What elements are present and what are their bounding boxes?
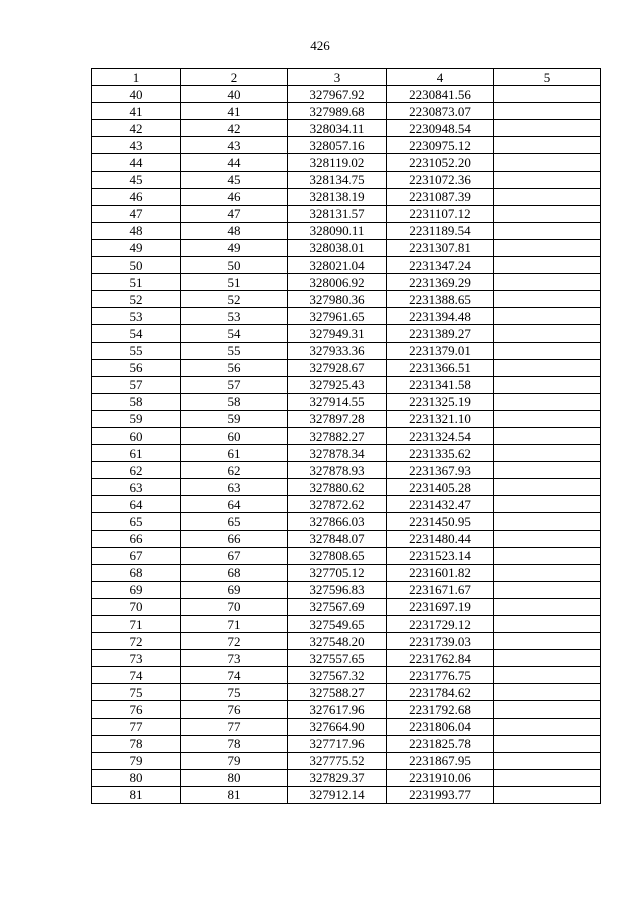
table-cell: 2231432.47 bbox=[387, 496, 494, 513]
table-cell: 67 bbox=[181, 547, 288, 564]
table-cell bbox=[494, 359, 601, 376]
table-cell bbox=[494, 581, 601, 598]
table-cell: 327980.36 bbox=[288, 291, 387, 308]
table-cell: 2231776.75 bbox=[387, 667, 494, 684]
table-cell: 62 bbox=[92, 462, 181, 479]
table-cell bbox=[494, 701, 601, 718]
table-cell: 327549.65 bbox=[288, 616, 387, 633]
table-cell: 78 bbox=[92, 735, 181, 752]
table-cell: 2231523.14 bbox=[387, 547, 494, 564]
table-cell: 41 bbox=[92, 103, 181, 120]
table-cell: 58 bbox=[92, 393, 181, 410]
table-row bbox=[92, 547, 601, 564]
table-cell bbox=[494, 752, 601, 769]
table-row bbox=[92, 239, 601, 256]
table-cell: 65 bbox=[92, 513, 181, 530]
table-row bbox=[92, 410, 601, 427]
column-header: 5 bbox=[494, 69, 601, 86]
table-cell bbox=[494, 274, 601, 291]
table-cell: 74 bbox=[92, 667, 181, 684]
table-header-row bbox=[92, 69, 601, 86]
table-row bbox=[92, 752, 601, 769]
table-cell bbox=[494, 137, 601, 154]
table-cell: 2231367.93 bbox=[387, 462, 494, 479]
table-cell: 328057.16 bbox=[288, 137, 387, 154]
table-cell bbox=[494, 308, 601, 325]
table-cell bbox=[494, 103, 601, 120]
table-row bbox=[92, 479, 601, 496]
table-cell: 327567.32 bbox=[288, 667, 387, 684]
table-cell: 65 bbox=[181, 513, 288, 530]
table-row bbox=[92, 684, 601, 701]
table-cell bbox=[494, 257, 601, 274]
table-row bbox=[92, 786, 601, 803]
table-cell: 66 bbox=[181, 530, 288, 547]
table-cell: 55 bbox=[92, 342, 181, 359]
table-cell: 50 bbox=[92, 257, 181, 274]
column-header: 4 bbox=[387, 69, 494, 86]
table-cell: 42 bbox=[92, 120, 181, 137]
table-row bbox=[92, 462, 601, 479]
table-row bbox=[92, 274, 601, 291]
table-cell: 72 bbox=[92, 633, 181, 650]
table-cell: 48 bbox=[181, 222, 288, 239]
table-cell: 2231341.58 bbox=[387, 376, 494, 393]
table-cell: 63 bbox=[92, 479, 181, 496]
table-row bbox=[92, 120, 601, 137]
table-cell: 328021.04 bbox=[288, 257, 387, 274]
table-cell: 60 bbox=[181, 427, 288, 444]
table-cell: 50 bbox=[181, 257, 288, 274]
table-cell: 44 bbox=[92, 154, 181, 171]
table-cell: 51 bbox=[181, 274, 288, 291]
table-cell: 43 bbox=[181, 137, 288, 154]
table-cell: 46 bbox=[92, 188, 181, 205]
table-cell: 2231729.12 bbox=[387, 616, 494, 633]
table-cell: 61 bbox=[181, 445, 288, 462]
table-cell bbox=[494, 479, 601, 496]
table-cell: 2231910.06 bbox=[387, 769, 494, 786]
table-cell: 2231324.54 bbox=[387, 427, 494, 444]
table-cell: 67 bbox=[92, 547, 181, 564]
table-cell: 44 bbox=[181, 154, 288, 171]
table-cell bbox=[494, 376, 601, 393]
table-row bbox=[92, 291, 601, 308]
table-cell: 328131.57 bbox=[288, 205, 387, 222]
table-cell: 53 bbox=[92, 308, 181, 325]
table-cell: 327567.69 bbox=[288, 598, 387, 615]
table-cell: 62 bbox=[181, 462, 288, 479]
table-cell bbox=[494, 427, 601, 444]
table-cell: 2230948.54 bbox=[387, 120, 494, 137]
table-row bbox=[92, 171, 601, 188]
table-cell: 47 bbox=[92, 205, 181, 222]
column-header: 2 bbox=[181, 69, 288, 86]
table-row bbox=[92, 137, 601, 154]
table-cell: 49 bbox=[181, 239, 288, 256]
table-row bbox=[92, 342, 601, 359]
table-cell: 54 bbox=[181, 325, 288, 342]
table-cell: 56 bbox=[92, 359, 181, 376]
table-cell bbox=[494, 393, 601, 410]
table-cell bbox=[494, 684, 601, 701]
table-cell bbox=[494, 650, 601, 667]
table-cell: 64 bbox=[92, 496, 181, 513]
table-cell: 40 bbox=[181, 86, 288, 103]
table-cell: 328006.92 bbox=[288, 274, 387, 291]
table-cell: 81 bbox=[92, 786, 181, 803]
table-row bbox=[92, 769, 601, 786]
table-cell bbox=[494, 616, 601, 633]
table-row bbox=[92, 581, 601, 598]
table-row bbox=[92, 86, 601, 103]
table-cell: 46 bbox=[181, 188, 288, 205]
table-cell: 72 bbox=[181, 633, 288, 650]
table-cell: 43 bbox=[92, 137, 181, 154]
table-cell: 2231379.01 bbox=[387, 342, 494, 359]
table-cell: 42 bbox=[181, 120, 288, 137]
table-cell: 2231762.84 bbox=[387, 650, 494, 667]
table-cell: 77 bbox=[92, 718, 181, 735]
table-cell: 52 bbox=[92, 291, 181, 308]
table-row bbox=[92, 393, 601, 410]
table-cell: 327705.12 bbox=[288, 564, 387, 581]
table-row bbox=[92, 308, 601, 325]
table-cell: 328090.11 bbox=[288, 222, 387, 239]
table-cell: 73 bbox=[92, 650, 181, 667]
table-cell bbox=[494, 564, 601, 581]
table-cell: 327882.27 bbox=[288, 427, 387, 444]
table-cell: 80 bbox=[92, 769, 181, 786]
table-cell: 2231366.51 bbox=[387, 359, 494, 376]
table-cell: 327878.93 bbox=[288, 462, 387, 479]
table-cell bbox=[494, 154, 601, 171]
table-cell: 327588.27 bbox=[288, 684, 387, 701]
table-row bbox=[92, 616, 601, 633]
table-cell: 49 bbox=[92, 239, 181, 256]
table-cell: 2231325.19 bbox=[387, 393, 494, 410]
table-cell: 2231189.54 bbox=[387, 222, 494, 239]
table-cell: 57 bbox=[92, 376, 181, 393]
table-row bbox=[92, 667, 601, 684]
table-cell bbox=[494, 633, 601, 650]
table-cell: 327925.43 bbox=[288, 376, 387, 393]
table-cell: 71 bbox=[92, 616, 181, 633]
table-cell: 2231480.44 bbox=[387, 530, 494, 547]
table-cell bbox=[494, 496, 601, 513]
table-cell: 327848.07 bbox=[288, 530, 387, 547]
table-cell: 327961.65 bbox=[288, 308, 387, 325]
table-cell: 68 bbox=[181, 564, 288, 581]
table-cell bbox=[494, 547, 601, 564]
table-cell: 60 bbox=[92, 427, 181, 444]
table-cell: 53 bbox=[181, 308, 288, 325]
table-cell: 2231671.67 bbox=[387, 581, 494, 598]
table-cell: 40 bbox=[92, 86, 181, 103]
table-cell: 327872.62 bbox=[288, 496, 387, 513]
table-cell: 2231405.28 bbox=[387, 479, 494, 496]
table-cell: 327949.31 bbox=[288, 325, 387, 342]
table-cell: 2231394.48 bbox=[387, 308, 494, 325]
table-row bbox=[92, 222, 601, 239]
table-cell: 327775.52 bbox=[288, 752, 387, 769]
table-cell: 327897.28 bbox=[288, 410, 387, 427]
table-cell: 79 bbox=[181, 752, 288, 769]
table-cell: 61 bbox=[92, 445, 181, 462]
table-row bbox=[92, 359, 601, 376]
table-cell bbox=[494, 786, 601, 803]
table-cell bbox=[494, 769, 601, 786]
table-cell: 69 bbox=[181, 581, 288, 598]
table-cell: 64 bbox=[181, 496, 288, 513]
table-cell: 2230841.56 bbox=[387, 86, 494, 103]
table-cell: 55 bbox=[181, 342, 288, 359]
table-cell: 59 bbox=[181, 410, 288, 427]
table-cell: 2231107.12 bbox=[387, 205, 494, 222]
table-cell: 2231792.68 bbox=[387, 701, 494, 718]
table-row bbox=[92, 513, 601, 530]
table-body bbox=[92, 86, 601, 804]
table-cell: 77 bbox=[181, 718, 288, 735]
table-cell: 2231321.10 bbox=[387, 410, 494, 427]
table-cell: 70 bbox=[181, 598, 288, 615]
table-cell bbox=[494, 462, 601, 479]
table-cell: 327989.68 bbox=[288, 103, 387, 120]
table-row bbox=[92, 257, 601, 274]
table-cell: 56 bbox=[181, 359, 288, 376]
table-cell: 327967.92 bbox=[288, 86, 387, 103]
table-cell bbox=[494, 667, 601, 684]
table-cell: 2231450.95 bbox=[387, 513, 494, 530]
table-row bbox=[92, 188, 601, 205]
table-cell: 328038.01 bbox=[288, 239, 387, 256]
table-row bbox=[92, 598, 601, 615]
column-header: 3 bbox=[288, 69, 387, 86]
table-cell: 2230975.12 bbox=[387, 137, 494, 154]
table-cell bbox=[494, 291, 601, 308]
table-cell: 328134.75 bbox=[288, 171, 387, 188]
table-cell: 328138.19 bbox=[288, 188, 387, 205]
page-number: 426 bbox=[310, 38, 330, 53]
table-cell: 79 bbox=[92, 752, 181, 769]
table-cell: 2231784.62 bbox=[387, 684, 494, 701]
table-row bbox=[92, 633, 601, 650]
table-cell: 76 bbox=[181, 701, 288, 718]
table-cell bbox=[494, 735, 601, 752]
table-cell: 2231335.62 bbox=[387, 445, 494, 462]
column-header: 1 bbox=[92, 69, 181, 86]
table-cell bbox=[494, 86, 601, 103]
table-cell: 327878.34 bbox=[288, 445, 387, 462]
table-cell: 328119.02 bbox=[288, 154, 387, 171]
table-cell: 59 bbox=[92, 410, 181, 427]
table-cell: 47 bbox=[181, 205, 288, 222]
table-cell: 2231806.04 bbox=[387, 718, 494, 735]
table-cell: 327914.55 bbox=[288, 393, 387, 410]
table-cell: 52 bbox=[181, 291, 288, 308]
table-cell bbox=[494, 205, 601, 222]
table-cell: 327866.03 bbox=[288, 513, 387, 530]
table-cell: 41 bbox=[181, 103, 288, 120]
table-cell: 327880.62 bbox=[288, 479, 387, 496]
table-cell bbox=[494, 171, 601, 188]
table-cell: 63 bbox=[181, 479, 288, 496]
table-row bbox=[92, 103, 601, 120]
table-cell bbox=[494, 598, 601, 615]
coordinates-table bbox=[91, 68, 601, 804]
table-cell bbox=[494, 410, 601, 427]
table-cell: 2231347.24 bbox=[387, 257, 494, 274]
table-cell: 76 bbox=[92, 701, 181, 718]
table-cell bbox=[494, 445, 601, 462]
table-row bbox=[92, 718, 601, 735]
table-cell bbox=[494, 222, 601, 239]
table-cell: 2231389.27 bbox=[387, 325, 494, 342]
table-cell: 54 bbox=[92, 325, 181, 342]
table-cell: 69 bbox=[92, 581, 181, 598]
table-cell bbox=[494, 342, 601, 359]
table-row bbox=[92, 564, 601, 581]
table-cell: 51 bbox=[92, 274, 181, 291]
table-cell: 68 bbox=[92, 564, 181, 581]
table-cell: 2231697.19 bbox=[387, 598, 494, 615]
table-cell: 78 bbox=[181, 735, 288, 752]
table-row bbox=[92, 735, 601, 752]
table-row bbox=[92, 325, 601, 342]
table-cell: 80 bbox=[181, 769, 288, 786]
table-cell: 2231087.39 bbox=[387, 188, 494, 205]
table-cell bbox=[494, 513, 601, 530]
table-cell: 2231072.36 bbox=[387, 171, 494, 188]
table-cell: 327548.20 bbox=[288, 633, 387, 650]
table-cell: 327829.37 bbox=[288, 769, 387, 786]
table-cell: 2231825.78 bbox=[387, 735, 494, 752]
table-cell: 57 bbox=[181, 376, 288, 393]
table-cell: 327617.96 bbox=[288, 701, 387, 718]
table-cell: 2231369.29 bbox=[387, 274, 494, 291]
table-cell bbox=[494, 120, 601, 137]
table-cell: 58 bbox=[181, 393, 288, 410]
table-cell: 75 bbox=[181, 684, 288, 701]
table-row bbox=[92, 650, 601, 667]
table-cell: 2230873.07 bbox=[387, 103, 494, 120]
table-cell: 327557.65 bbox=[288, 650, 387, 667]
table-cell: 48 bbox=[92, 222, 181, 239]
table-cell bbox=[494, 718, 601, 735]
table-cell: 328034.11 bbox=[288, 120, 387, 137]
table-cell bbox=[494, 530, 601, 547]
table-cell: 45 bbox=[92, 171, 181, 188]
table-cell: 2231867.95 bbox=[387, 752, 494, 769]
table-cell: 75 bbox=[92, 684, 181, 701]
table-row bbox=[92, 701, 601, 718]
table-cell: 2231739.03 bbox=[387, 633, 494, 650]
table-cell: 327664.90 bbox=[288, 718, 387, 735]
table-cell bbox=[494, 188, 601, 205]
table-cell: 2231993.77 bbox=[387, 786, 494, 803]
table-cell: 71 bbox=[181, 616, 288, 633]
table-row bbox=[92, 376, 601, 393]
table-cell: 70 bbox=[92, 598, 181, 615]
table-cell: 2231601.82 bbox=[387, 564, 494, 581]
table-cell: 327912.14 bbox=[288, 786, 387, 803]
table-cell: 327928.67 bbox=[288, 359, 387, 376]
table-cell: 74 bbox=[181, 667, 288, 684]
table-cell bbox=[494, 239, 601, 256]
table-cell: 73 bbox=[181, 650, 288, 667]
table-row bbox=[92, 445, 601, 462]
table-row bbox=[92, 205, 601, 222]
table-row bbox=[92, 154, 601, 171]
table-cell: 2231052.20 bbox=[387, 154, 494, 171]
table-cell bbox=[494, 325, 601, 342]
table-cell: 327596.83 bbox=[288, 581, 387, 598]
table-cell: 327933.36 bbox=[288, 342, 387, 359]
table-cell: 45 bbox=[181, 171, 288, 188]
table-cell: 327808.65 bbox=[288, 547, 387, 564]
table-cell: 2231388.65 bbox=[387, 291, 494, 308]
table-cell: 327717.96 bbox=[288, 735, 387, 752]
table-cell: 81 bbox=[181, 786, 288, 803]
table-row bbox=[92, 496, 601, 513]
table-cell: 2231307.81 bbox=[387, 239, 494, 256]
table-row bbox=[92, 427, 601, 444]
table-row bbox=[92, 530, 601, 547]
table-cell: 66 bbox=[92, 530, 181, 547]
